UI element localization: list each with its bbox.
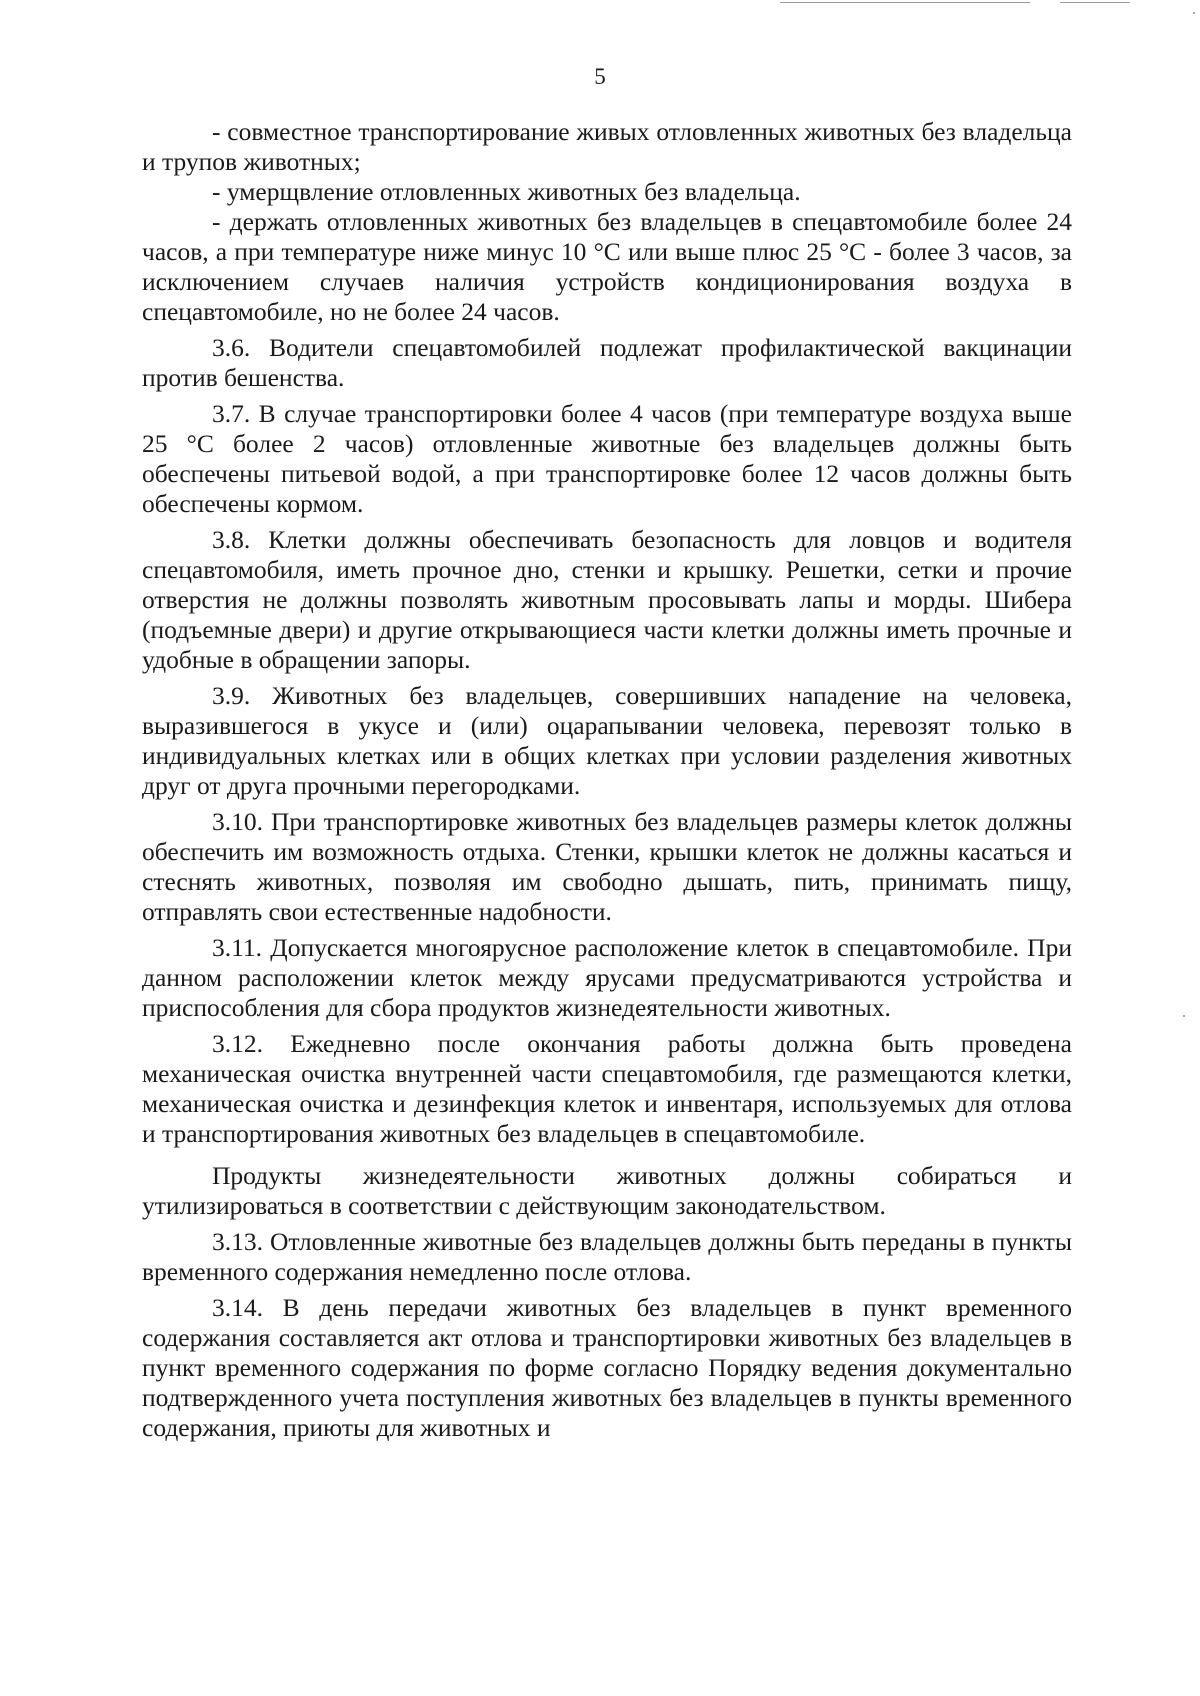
paragraph: 3.7. В случае транспортировки более 4 часов (при температуре воздуха выше 25 °С более 2 часов) отловленные животные без владельцев должны быть обеспечены питьевой водой, а при транспортировке более 12 часов должны быть обеспечены кормом. [142,399,1072,518]
scan-speck [1193,12,1195,14]
paragraph: - держать отловленных животных без владельцев в спецавтомобиле более 24 часов, а при температуре ниже минус 10 °С или выше плюс 25 °С - более 3 часов, за исключением случаев наличия устройств кондиционирования воздуха в спецавтомобиле, но не более 24 часов. [142,207,1072,326]
paragraph: 3.12. Ежедневно после окончания работы должна быть проведена механическая очистка внутренней части спецавтомобиля, где размещаются клетки, механическая очистка и дезинфекция клеток и инвентаря, используемых для отлова и транспортирования животных без владельцев в спецавтомобиле. [142,1029,1072,1148]
paragraph: 3.8. Клетки должны обеспечивать безопасность для ловцов и водителя спецавтомобиля, иметь прочное дно, стенки и крышку. Решетки, сетки и прочие отверстия не должны позволять животным просовывать лапы и морды. Шибера (подъемные двери) и другие открывающиеся части клетки должны иметь прочные и удобные в обращении запоры. [142,525,1072,674]
paragraph: 3.10. При транспортировке животных без владельцев размеры клеток должны обеспечить им возможность отдыха. Стенки, крышки клеток не должны касаться и стеснять животных, позволяя им свободно дышать, пить, принимать пищу, отправлять свои естественные надобности. [142,807,1072,926]
page-number: 5 [594,64,606,89]
scan-speck [1183,1015,1185,1017]
paragraph: - умерщвление отловленных животных без владельца. [212,177,801,206]
scan-edge-line [780,2,1030,3]
paragraph: 3.6. Водители спецавтомобилей подлежат профилактической вакцинации против бешенства. [142,333,1072,392]
paragraph: 3.13. Отловленные животные без владельцев должны быть переданы в пункты временного содержания немедленно после отлова. [142,1227,1072,1286]
scan-edge-line [1060,2,1130,3]
paragraph: 3.14. В день передачи животных без владельцев в пункт временного содержания составляется акт отлова и транспортировки животных без владельцев в пункт временного содержания по форме согласно Порядку ведения документально подтвержденного учета поступления животных без владельцев в пункты временного содержания, приюты для животных и [142,1293,1072,1442]
paragraph: 3.11. Допускается многоярусное расположение клеток в спецавтомобиле. При данном расположении клеток между ярусами предусматриваются устройства и приспособления для сбора продуктов жизнедеятельности животных. [142,933,1072,1022]
document-body [142,117,1072,1443]
paragraph: - совместное транспортирование живых отловленных животных без владельца и трупов животных; [142,117,1072,176]
paragraph: 3.9. Животных без владельцев, совершивших нападение на человека, выразившегося в укусе и (или) оцарапывании человека, перевозят только в индивидуальных клетках или в общих клетках при условии разделения животных друг от друга прочными перегородками. [142,681,1072,800]
paragraph: Продукты жизнедеятельности животных должны собираться и утилизироваться в соответствии с действующим законодательством. [142,1161,1072,1220]
